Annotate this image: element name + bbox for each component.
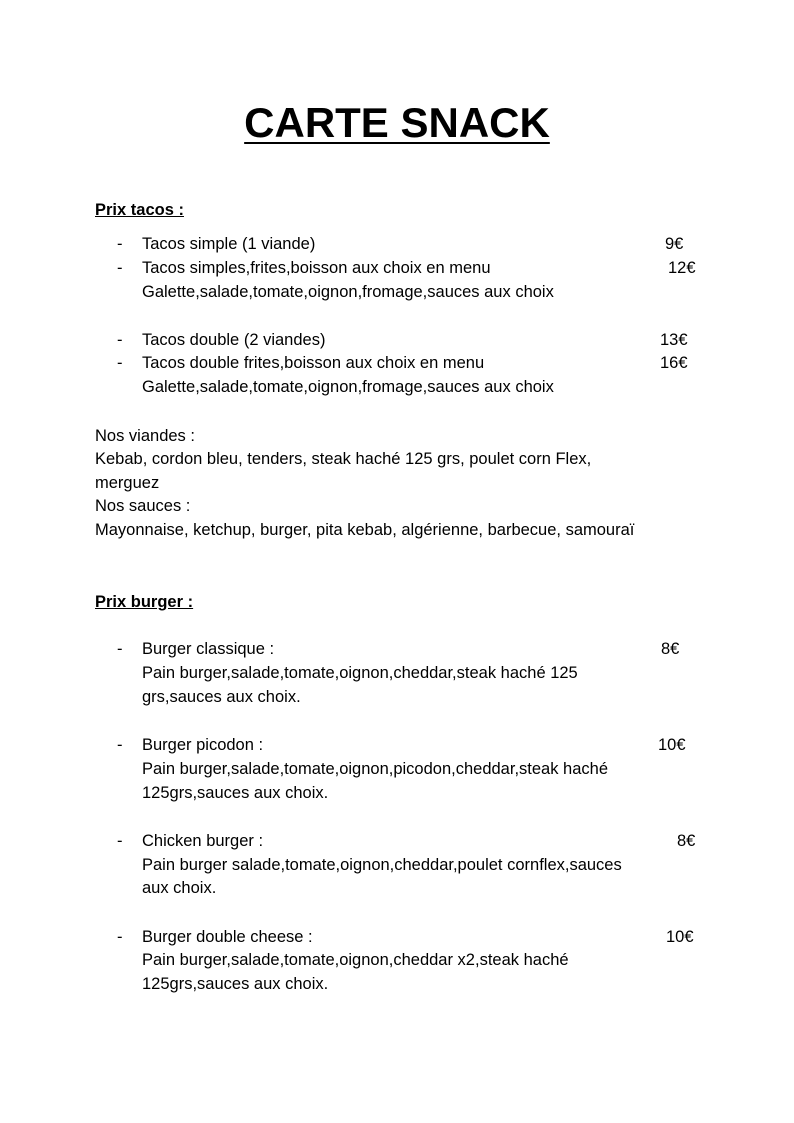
burger-item-price: 10€ bbox=[666, 928, 694, 946]
bullet: - bbox=[117, 928, 123, 946]
bullet: - bbox=[117, 259, 123, 277]
tacos-item-name: Tacos simple (1 viande) bbox=[142, 235, 316, 253]
burger-item-desc: Pain burger,salade,tomate,oignon,picodon,cheddar,steak haché bbox=[142, 760, 609, 778]
burger-item-desc: grs,sauces aux choix. bbox=[142, 688, 301, 706]
title-text: CARTE SNACK bbox=[244, 99, 550, 146]
burger-item-desc: Pain burger,salade,tomate,oignon,cheddar x2,steak haché bbox=[142, 951, 569, 969]
sauces-list: Mayonnaise, ketchup, burger, pita kebab, algérienne, barbecue, samouraï bbox=[95, 521, 635, 539]
burger-item-desc: 125grs,sauces aux choix. bbox=[142, 784, 329, 802]
burger-item-desc: Pain burger,salade,tomate,oignon,cheddar,steak haché 125 bbox=[142, 664, 578, 682]
page-title bbox=[0, 98, 794, 148]
viandes-list-cont: merguez bbox=[95, 474, 160, 492]
tacos-item-name: Tacos simples,frites,boisson aux choix en menu bbox=[142, 259, 491, 277]
bullet: - bbox=[117, 235, 123, 253]
viandes-label: Nos viandes : bbox=[95, 427, 195, 445]
tacos-item-price: 9€ bbox=[665, 235, 684, 253]
burger-item-price: 10€ bbox=[658, 736, 686, 754]
tacos-item-desc: Galette,salade,tomate,oignon,fromage,sauces aux choix bbox=[142, 283, 554, 301]
bullet: - bbox=[117, 331, 123, 349]
bullet: - bbox=[117, 832, 123, 850]
burger-item-price: 8€ bbox=[677, 832, 696, 850]
sauces-label: Nos sauces : bbox=[95, 497, 191, 515]
burger-heading: Prix burger : bbox=[95, 593, 194, 611]
burger-item-name: Burger double cheese : bbox=[142, 928, 313, 946]
tacos-item-name: Tacos double frites,boisson aux choix en menu bbox=[142, 354, 485, 372]
bullet: - bbox=[117, 640, 123, 658]
bullet: - bbox=[117, 354, 123, 372]
burger-item-desc: Pain burger salade,tomate,oignon,cheddar,poulet cornflex,sauces bbox=[142, 856, 622, 874]
tacos-item-price: 16€ bbox=[660, 354, 688, 372]
burger-item-name: Chicken burger : bbox=[142, 832, 264, 850]
burger-item-desc: 125grs,sauces aux choix. bbox=[142, 975, 329, 993]
burger-item-name: Burger classique : bbox=[142, 640, 275, 658]
bullet: - bbox=[117, 736, 123, 754]
tacos-item-desc: Galette,salade,tomate,oignon,fromage,sauces aux choix bbox=[142, 378, 554, 396]
viandes-list: Kebab, cordon bleu, tenders, steak haché 125 grs, poulet corn Flex, bbox=[95, 450, 592, 468]
tacos-item-price: 13€ bbox=[660, 331, 688, 349]
burger-item-name: Burger picodon : bbox=[142, 736, 264, 754]
burger-item-price: 8€ bbox=[661, 640, 680, 658]
tacos-heading: Prix tacos : bbox=[95, 201, 184, 219]
tacos-item-name: Tacos double (2 viandes) bbox=[142, 331, 326, 349]
tacos-item-price: 12€ bbox=[668, 259, 696, 277]
burger-item-desc: aux choix. bbox=[142, 879, 217, 897]
